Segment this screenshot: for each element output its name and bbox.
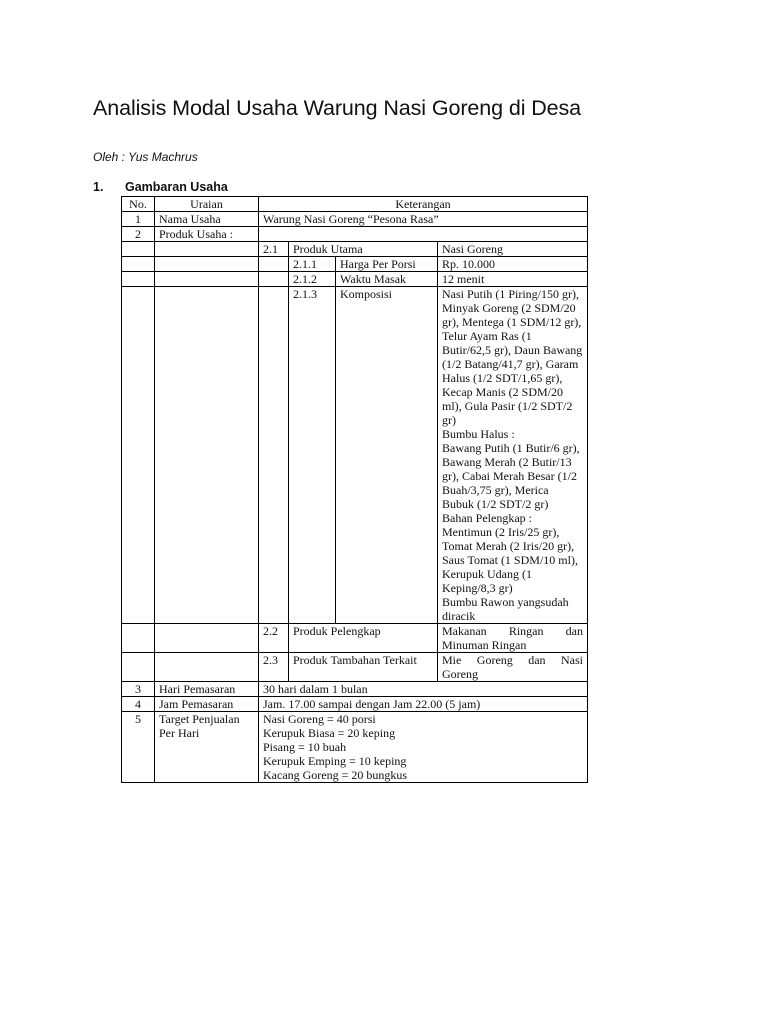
row-number: 4 — [122, 697, 155, 712]
business-overview-table — [121, 196, 588, 783]
row-label: Jam Pemasaran — [155, 697, 259, 712]
table-row — [122, 227, 588, 242]
table-header-row — [122, 197, 588, 212]
sub-value: 12 menit — [438, 272, 588, 287]
empty-cell — [122, 653, 155, 682]
empty-cell — [122, 624, 155, 653]
sub-label: Produk Pelengkap — [289, 624, 438, 653]
table-row — [122, 682, 588, 697]
empty-cell — [259, 272, 289, 287]
row-label: Target Penjualan Per Hari — [155, 712, 259, 783]
table-row — [122, 287, 588, 624]
row-label: Nama Usaha — [155, 212, 259, 227]
section-number: 1. — [93, 180, 104, 194]
section-heading — [93, 180, 228, 194]
sub-value: Rp. 10.000 — [438, 257, 588, 272]
empty-cell — [155, 257, 259, 272]
sub-label: Komposisi — [336, 287, 438, 624]
header-uraian: Uraian — [155, 197, 259, 212]
empty-cell — [155, 653, 259, 682]
empty-cell — [155, 287, 259, 624]
sub-label: Produk Utama — [289, 242, 438, 257]
header-keterangan: Keterangan — [259, 197, 588, 212]
sub-value: Makanan Ringan dan Minuman Ringan — [438, 624, 588, 653]
table-row — [122, 697, 588, 712]
row-number: 5 — [122, 712, 155, 783]
table-row — [122, 712, 588, 783]
sub-code: 2.1.3 — [289, 287, 336, 624]
sub-label: Waktu Masak — [336, 272, 438, 287]
author-line: Oleh : Yus Machrus — [93, 150, 198, 164]
table-row — [122, 653, 588, 682]
row-number: 2 — [122, 227, 155, 242]
row-label: Produk Usaha : — [155, 227, 259, 242]
table-row — [122, 242, 588, 257]
sub-code: 2.1 — [259, 242, 289, 257]
table-row — [122, 272, 588, 287]
empty-cell — [122, 287, 155, 624]
sub-code: 2.1.2 — [289, 272, 336, 287]
empty-cell — [259, 257, 289, 272]
row-value: Warung Nasi Goreng “Pesona Rasa” — [259, 212, 588, 227]
empty-cell — [155, 242, 259, 257]
header-no: No. — [122, 197, 155, 212]
document-title: Analisis Modal Usaha Warung Nasi Goreng di Desa — [93, 96, 582, 120]
row-label: Hari Pemasaran — [155, 682, 259, 697]
empty-cell — [122, 257, 155, 272]
sub-code: 2.3 — [259, 653, 289, 682]
section-title: Gambaran Usaha — [125, 180, 228, 194]
empty-cell — [122, 242, 155, 257]
empty-cell — [155, 624, 259, 653]
sub-value: Mie Goreng dan Nasi Goreng — [438, 653, 588, 682]
composition-value: Nasi Putih (1 Piring/150 gr), Minyak Goreng (2 SDM/20 gr), Mentega (1 SDM/12 gr), Telur Ayam Ras (1 Butir/62,5 gr), Daun Bawang (1/2 Batang/41,7 gr), Garam Halus (1/2 SDT/1,65 gr), Kecap Manis (2 SDM/20 ml), Gula Pasir (1/2 SDT/2 gr) Bumbu Halus : Bawang Putih (1 Butir/6 gr), Bawang Merah (2 Butir/13 gr), Cabai Merah Besar (1/2 Buah/3,75 gr), Merica Bubuk (1/2 SDT/2 gr) Bahan Pelengkap : Mentimun (2 Iris/25 gr), Tomat Merah (2 Iris/20 gr), Saus Tomat (1 SDM/10 ml), Kerupuk Udang (1 Keping/8,3 gr) Bumbu Rawon yangsudah diracik — [438, 287, 588, 624]
empty-cell — [259, 287, 289, 624]
sub-label: Harga Per Porsi — [336, 257, 438, 272]
empty-cell — [155, 272, 259, 287]
sub-code: 2.1.1 — [289, 257, 336, 272]
sales-target-value: Nasi Goreng = 40 porsi Kerupuk Biasa = 20 keping Pisang = 10 buah Kerupuk Emping = 10 keping Kacang Goreng = 20 bungkus — [259, 712, 588, 783]
table-row — [122, 212, 588, 227]
row-value: Jam. 17.00 sampai dengan Jam 22.00 (5 jam) — [259, 697, 588, 712]
empty-cell — [122, 272, 155, 287]
row-value: 30 hari dalam 1 bulan — [259, 682, 588, 697]
table-row — [122, 624, 588, 653]
sub-code: 2.2 — [259, 624, 289, 653]
row-value — [259, 227, 588, 242]
row-number: 1 — [122, 212, 155, 227]
row-number: 3 — [122, 682, 155, 697]
sub-value: Nasi Goreng — [438, 242, 588, 257]
table-row — [122, 257, 588, 272]
sub-label: Produk Tambahan Terkait — [289, 653, 438, 682]
